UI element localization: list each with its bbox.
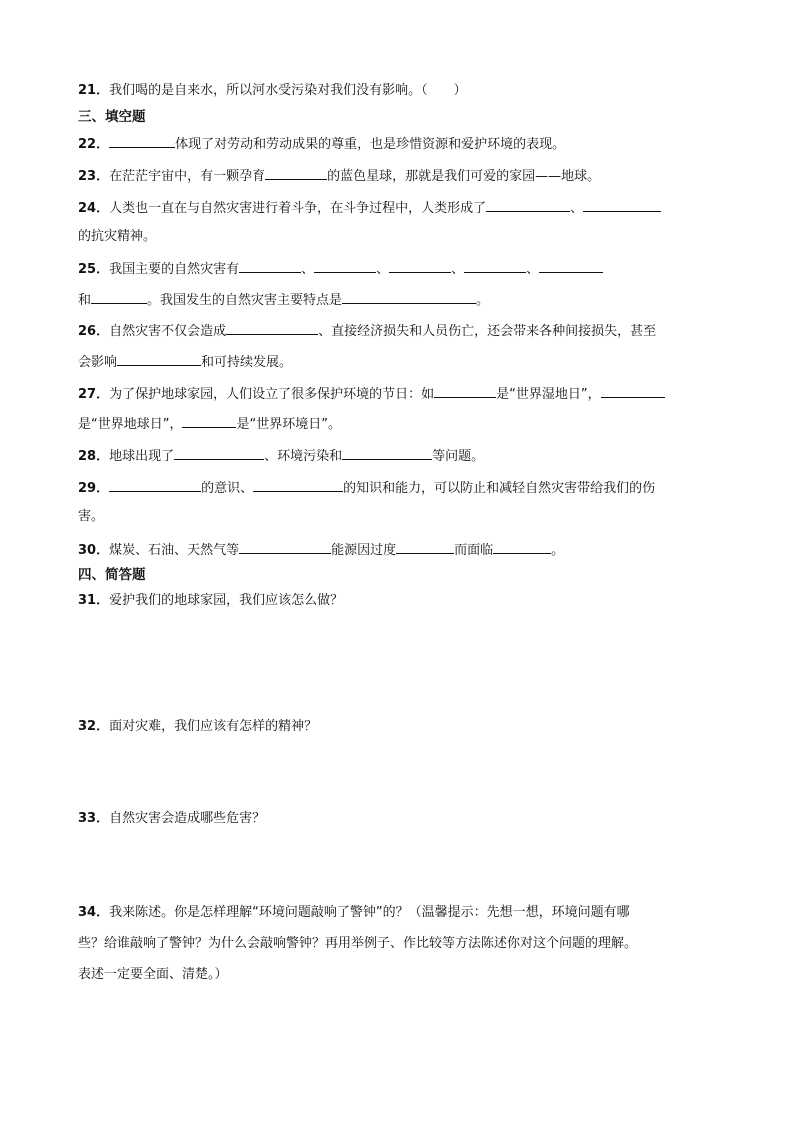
answer-blank[interactable]: [601, 384, 665, 398]
question-number: 32．: [78, 719, 110, 734]
answer-blank[interactable]: [342, 290, 476, 304]
q24-line2: [78, 228, 156, 246]
question-number: 25．: [78, 262, 110, 277]
answer-blank[interactable]: [109, 134, 175, 148]
question-number: 23．: [78, 169, 110, 184]
answer-blank[interactable]: [117, 352, 201, 366]
question-text: 会影响: [78, 355, 118, 370]
question-number: 31．: [78, 593, 110, 608]
question-text: 面对灾难，我们应该有怎样的精神？: [109, 719, 318, 734]
question-text: 是“世界环境日”。: [236, 417, 341, 432]
question-text: 等问题。: [432, 449, 485, 464]
question-text: 的抗灾精神。: [78, 229, 157, 244]
q33: [78, 810, 265, 828]
q31: [78, 592, 343, 610]
question-text: 体现了对劳动和劳动成果的尊重，也是珍惜资源和爱护环境的表现。: [175, 137, 566, 152]
question-text: 地球出现了: [109, 449, 175, 464]
answer-blank[interactable]: [182, 414, 236, 428]
question-text: 的蓝色星球，那就是我们可爱的家园——地球。: [327, 169, 601, 184]
question-number: 34．: [78, 905, 110, 920]
answer-blank[interactable]: [253, 478, 343, 492]
answer-blank[interactable]: [396, 540, 454, 554]
q28: [78, 446, 484, 466]
answer-blank[interactable]: [539, 259, 603, 273]
question-text: 和可持续发展。: [201, 355, 293, 370]
question-text: 自然灾害会造成哪些危害？: [109, 811, 266, 826]
q25-line1: [78, 259, 603, 279]
question-number: 22．: [78, 137, 110, 152]
q34-line2: [78, 935, 637, 953]
answer-blank[interactable]: [226, 321, 318, 335]
answer-blank[interactable]: [583, 198, 661, 212]
section-heading-short-answer: 四、简答题: [78, 567, 146, 583]
separator: 、: [301, 262, 315, 277]
question-text: 害。: [78, 509, 105, 524]
question-number: 33．: [78, 811, 110, 826]
question-number: 27．: [78, 387, 110, 402]
question-number: 24．: [78, 201, 110, 216]
separator: 、: [526, 262, 540, 277]
answer-blank[interactable]: [314, 259, 376, 273]
question-text: 人类也一直在与自然灾害进行着斗争，在斗争过程中，人类形成了: [109, 201, 487, 216]
question-text: 煤炭、石油、天然气等: [109, 543, 240, 558]
q27-line1: [78, 384, 665, 404]
question-number: 26．: [78, 324, 110, 339]
question-text: 和: [78, 293, 92, 308]
question-text: 自然灾害不仅会造成: [109, 324, 227, 339]
answer-blank[interactable]: [342, 446, 432, 460]
section-heading-fill-in: 三、填空题: [78, 109, 146, 125]
answer-blank[interactable]: [174, 446, 264, 460]
question-text: 我来陈述。你是怎样理解“环境问题敲响了警钟”的？（温馨提示：先想一想，环境问题有哪: [109, 905, 630, 920]
answer-blank[interactable]: [109, 478, 201, 492]
question-number: 29．: [78, 481, 110, 496]
separator: 、: [451, 262, 465, 277]
question-text: 。我国发生的自然灾害主要特点是: [147, 293, 343, 308]
question-text: 是“世界地球日”，: [78, 417, 183, 432]
question-text: 爱护我们的地球家园，我们应该怎么做？: [109, 593, 344, 608]
question-text: 是“世界湿地日”，: [496, 387, 601, 402]
answer-blank[interactable]: [91, 290, 147, 304]
separator: 、: [376, 262, 390, 277]
question-number: 28．: [78, 449, 110, 464]
q23: [78, 166, 600, 186]
question-text: 而面临: [454, 543, 494, 558]
answer-blank[interactable]: [434, 384, 496, 398]
question-text: 在茫茫宇宙中，有一颗孕育: [109, 169, 266, 184]
q25-line2: [78, 290, 489, 310]
answer-blank[interactable]: [239, 540, 331, 554]
answer-blank[interactable]: [239, 259, 301, 273]
q21: [78, 82, 467, 100]
question-text: 能源因过度: [331, 543, 397, 558]
q24-line1: [78, 198, 661, 218]
q22: [78, 134, 565, 154]
question-number: 30．: [78, 543, 110, 558]
question-text: 的知识和能力，可以防止和减轻自然灾害带给我们的伤: [343, 481, 656, 496]
question-text: 些？给谁敲响了警钟？为什么会敲响警钟？再用举例子、作比较等方法陈述你对这个问题的理解。: [78, 936, 638, 951]
question-text: 我们喝的是自来水，所以河水受污染对我们没有影响。（ ）: [109, 83, 467, 98]
question-text: 。: [551, 543, 565, 558]
q26-line1: [78, 321, 656, 341]
question-text: 我国主要的自然灾害有: [109, 262, 240, 277]
answer-blank[interactable]: [464, 259, 526, 273]
q26-line2: [78, 352, 292, 372]
answer-blank[interactable]: [493, 540, 551, 554]
question-text: 的意识、: [201, 481, 254, 496]
q29-line1: [78, 478, 655, 498]
q34-line1: [78, 904, 630, 922]
question-text: 为了保护地球家园，人们设立了很多保护环境的节日：如: [109, 387, 435, 402]
q32: [78, 718, 317, 736]
question-text: 。: [476, 293, 490, 308]
question-text: 表述一定要全面、清楚。）: [78, 967, 228, 982]
answer-blank[interactable]: [265, 166, 327, 180]
q34-line3: [78, 966, 228, 984]
question-text: 、环境污染和: [264, 449, 343, 464]
question-text: 、直接经济损失和人员伤亡，还会带来各种间接损失，甚至: [318, 324, 657, 339]
q29-line2: [78, 508, 104, 526]
question-text: 、: [570, 201, 584, 216]
q30: [78, 540, 564, 560]
answer-blank[interactable]: [486, 198, 570, 212]
answer-blank[interactable]: [389, 259, 451, 273]
question-number: 21．: [78, 83, 110, 98]
q27-line2: [78, 414, 341, 434]
